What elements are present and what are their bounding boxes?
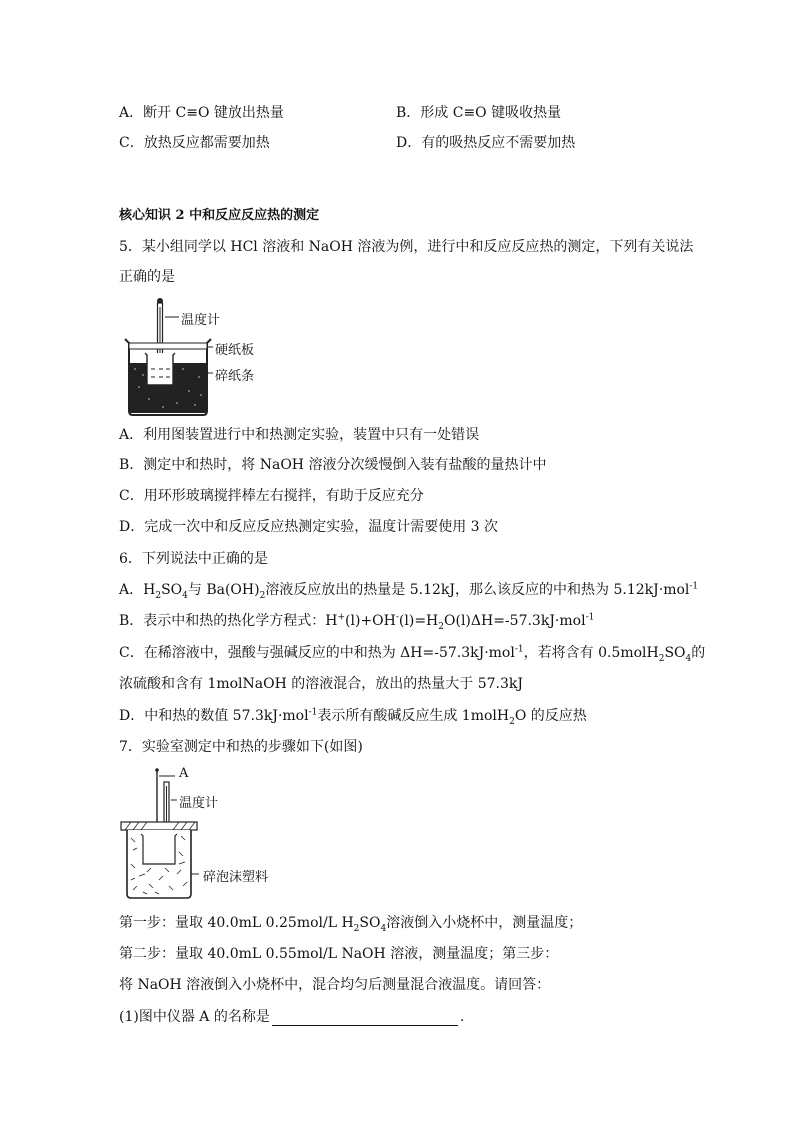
text: SO [359,915,381,931]
q7-step1 [119,914,582,932]
q7-step2: 第二步：量取 40.0mL 0.55mol/L NaOH 溶液，测量温度；第三步： [119,946,559,962]
q6-option-b [119,612,594,630]
subscript: 2 [509,716,515,727]
label-a: A [179,766,189,781]
q6-option-c-line2: 浓硫酸和含有 1molNaOH 的溶液混合，放出的热量大于 57.3kJ [119,676,523,692]
text: 表示所有酸碱反应生成 1molH [317,708,510,724]
section-heading: 核心知识 2 中和反应反应热的测定 [119,208,320,223]
text: (1)图中仪器 A 的名称是 [119,1009,270,1025]
label-foam: 碎泡沫塑料 [203,870,269,885]
text: O 的反应热 [514,708,587,724]
text: 溶液反应放出的热量是 5.12kJ，那么该反应的中和热为 5.12kJ·mol [265,582,690,598]
q5-option-a: A．利用图装置进行中和热测定实验，装置中只有一处错误 [119,427,480,443]
superscript: -1 [689,581,699,592]
superscript: -1 [514,644,524,655]
q6-option-a [119,581,698,599]
text: A．H [119,582,156,598]
q6-option-c [119,644,705,662]
q5-stem-line1: 5．某小组同学以 HCl 溶液和 NaOH 溶液为例，进行中和反应反应热的测定，下列有关说法 [119,239,694,255]
q4-option-a: A．断开 C≡O 键放出热量 [119,105,284,121]
q6-stem: 6．下列说法中正确的是 [119,551,268,567]
q4-option-b: B．形成 C≡O 键吸收热量 [396,105,562,121]
q4-option-c: C．放热反应都需要加热 [119,135,270,151]
label-thermometer-2: 温度计 [179,796,219,811]
text: 的 [691,645,706,661]
text: 第一步：量取 40.0mL 0.25mol/L H [119,915,354,931]
label-paper-strips: 碎纸条 [215,369,255,384]
answer-blank[interactable] [272,1011,458,1026]
q5-option-c: C．用环形玻璃搅拌棒左右搅拌，有助于反应充分 [119,488,424,504]
q4-option-d: D．有的吸热反应不需要加热 [396,135,576,151]
subscript: 4 [182,590,188,601]
text: . [459,1009,465,1025]
subscript: 4 [380,923,387,934]
superscript: -1 [308,707,318,718]
q7-sub1 [119,1008,464,1026]
superscript: + [337,612,346,623]
q7-stem: 7．实验室测定中和热的步骤如下(如图) [119,739,363,755]
subscript: 2 [658,653,665,664]
text: SO [161,582,183,598]
text: D．中和热的数值 57.3kJ·mol [119,708,309,724]
text: SO [664,645,686,661]
calorimeter-figure-1 [119,295,279,417]
text: 与 Ba(OH) [187,582,260,598]
q5-option-d: D．完成一次中和反应反应热测定实验，温度计需要使用 3 次 [119,519,499,535]
text: ，若将含有 0.5molH [523,645,659,661]
text: B．表示中和热的热化学方程式：H [119,613,338,629]
text: C．在稀溶液中，强酸与强碱反应的中和热为 ΔH=-57.3kJ·mol [119,645,515,661]
q5-stem-line2: 正确的是 [119,269,175,285]
calorimeter-figure-2 [119,764,289,904]
text: O(l)ΔH=-57.3kJ·mol [444,613,586,629]
text: 溶液倒入小烧杯中，测量温度； [386,915,583,931]
label-thermometer-1: 温度计 [181,313,221,328]
subscript: 2 [259,590,266,601]
q7-step3: 将 NaOH 溶液倒入小烧杯中，混合均匀后测量混合液温度。请回答： [119,977,551,993]
q6-option-d [119,707,587,725]
superscript: - [395,612,399,623]
subscript: 4 [685,653,692,664]
text: (l)+OH [345,613,396,629]
subscript: 2 [438,621,444,632]
text: (l)=H [398,613,439,629]
subscript: 2 [155,590,162,601]
subscript: 2 [353,923,360,934]
label-cardboard: 硬纸板 [215,343,255,358]
superscript: -1 [585,612,595,623]
q5-option-b: B．测定中和热时，将 NaOH 溶液分次缓慢倒入装有盐酸的量热计中 [119,457,547,473]
